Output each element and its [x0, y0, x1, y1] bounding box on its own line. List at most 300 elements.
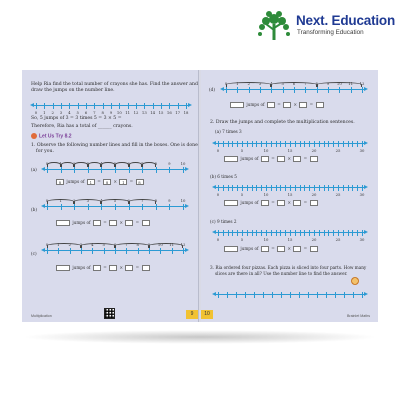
number-line-tick [343, 185, 344, 191]
answer-box[interactable] [293, 156, 301, 162]
number-line-tick [362, 141, 363, 147]
number-line-label: 9 [168, 198, 171, 203]
number-line-label: 2 [51, 110, 54, 115]
number-line-tick [247, 185, 248, 191]
answer-box[interactable]: 1 [87, 179, 95, 185]
answer-box[interactable] [142, 220, 150, 226]
number-line-label: 2 [72, 198, 76, 203]
number-line-tick [186, 103, 187, 109]
jump-arc [115, 243, 149, 248]
question-3-line-2: slices are there in all? Use the number line to find the answer. [215, 271, 348, 276]
number-line-tick [271, 141, 272, 147]
jump-arc [115, 162, 129, 167]
number-line-tick [61, 167, 62, 173]
number-line-tick [348, 141, 349, 147]
number-line-tick [228, 141, 229, 147]
number-line-3 [215, 289, 365, 299]
number-line-d [223, 81, 365, 94]
number-line-tick [333, 141, 334, 147]
number-line-tick [285, 230, 286, 236]
number-line-label: 20 [311, 192, 317, 197]
number-line-2c [215, 227, 365, 242]
jump-arc [47, 162, 61, 167]
number-line-tick [353, 292, 354, 298]
answer-box[interactable] [56, 220, 70, 226]
number-line-tick [263, 292, 264, 298]
number-line-tick [237, 87, 238, 93]
jump-arc [61, 162, 75, 167]
part-2c-label: (c) 9 times 2 [210, 219, 237, 224]
part-2b-label: (b) 6 times 5 [210, 174, 237, 179]
number-line-tick [223, 230, 224, 236]
answer-box[interactable] [277, 200, 285, 206]
answer-box[interactable] [277, 156, 285, 162]
number-line-tick [169, 167, 170, 173]
answer-box[interactable] [93, 220, 101, 226]
number-line-label: 5 [113, 161, 117, 166]
number-line-label: 30 [359, 148, 365, 153]
number-line-label: 10 [336, 81, 342, 86]
jump-arc [129, 162, 143, 167]
answer-box[interactable] [277, 246, 285, 252]
number-line-tick [328, 230, 329, 236]
jump-arc [271, 82, 316, 87]
number-line-tick [304, 141, 305, 147]
jump-arc [142, 162, 156, 167]
number-line-tick [295, 141, 296, 147]
number-line-tick [61, 204, 62, 210]
number-line-tick [115, 167, 116, 173]
part-a-label: (a) [31, 167, 37, 172]
number-line-tick [343, 230, 344, 236]
arrow-right-icon [364, 87, 368, 91]
question-3-line-1: 3. Ria ordered four pizzas. Each pizza is sliced into four parts. How many [210, 265, 367, 270]
number-line-tick [161, 103, 162, 109]
so-line: So, 5 jumps of 3 = 3 times 5 = 3 × 5 = [31, 116, 122, 121]
number-line-tick [252, 141, 253, 147]
arrow-right-icon [188, 103, 192, 107]
answer-box[interactable]: 8 [56, 179, 64, 185]
number-line-tick [232, 230, 233, 236]
answer-box[interactable] [283, 102, 291, 108]
jump-arc [47, 199, 74, 204]
number-line-tick [227, 292, 228, 298]
qr-code-icon [104, 308, 115, 319]
number-line-tick [328, 185, 329, 191]
number-line-tick [252, 230, 253, 236]
sentence-2b: jumps of = × = [223, 200, 319, 206]
number-line-label: 12 [133, 110, 139, 115]
jump-arc [317, 82, 362, 87]
number-line-tick [58, 248, 59, 254]
number-line-tick [78, 103, 79, 109]
number-line-tick [218, 292, 219, 298]
number-line-label: 25 [335, 237, 341, 242]
number-line-tick [115, 248, 116, 254]
answer-box[interactable] [224, 246, 238, 252]
sentence-c: jumps of = × = [55, 265, 151, 271]
brand-logo [256, 10, 396, 42]
answer-box[interactable] [261, 246, 269, 252]
open-workbook [22, 70, 378, 330]
number-line-tick [242, 141, 243, 147]
number-line-tick [309, 185, 310, 191]
question-1-line-2: for you. [36, 149, 54, 154]
number-line-label: 0 [216, 192, 220, 197]
number-line-tick [232, 141, 233, 147]
arrow-left-icon [212, 141, 216, 145]
number-line-tick [153, 103, 154, 109]
number-line-label: 10 [263, 192, 269, 197]
number-line-label: 10 [116, 110, 122, 115]
number-line-tick [319, 230, 320, 236]
number-line-tick [328, 87, 329, 93]
jump-arc [74, 162, 88, 167]
part-d-label: (d) [209, 87, 215, 92]
number-line-tick [178, 103, 179, 109]
number-line-tick [156, 204, 157, 210]
intro-line-2: draw the jumps on the number line. [31, 88, 115, 93]
arrow-left-icon [212, 185, 216, 189]
number-line-label: 5 [240, 148, 244, 153]
number-line-tick [280, 141, 281, 147]
number-line-tick [304, 230, 305, 236]
number-line-tick [228, 185, 229, 191]
answer-box[interactable] [261, 156, 269, 162]
number-line-label: 1 [59, 198, 62, 203]
jump-arc [226, 82, 271, 87]
number-line-b [44, 198, 186, 211]
answer-box[interactable] [109, 220, 117, 226]
number-line-label: 16 [166, 110, 172, 115]
number-line-label: 0 [45, 242, 49, 247]
number-line-tick [271, 185, 272, 191]
number-line-tick [86, 103, 87, 109]
number-line-label: 25 [335, 148, 341, 153]
answer-box[interactable] [224, 156, 238, 162]
number-line-tick [70, 248, 71, 254]
number-line-tick [237, 185, 238, 191]
number-line-a [44, 161, 186, 174]
number-line-label: 20 [311, 237, 317, 242]
answer-box[interactable] [230, 102, 244, 108]
number-line-label: 5 [76, 110, 79, 115]
number-line-tick [357, 230, 358, 236]
number-line-label: 0 [45, 198, 49, 203]
number-line-tick [261, 185, 262, 191]
number-line-tick [266, 141, 267, 147]
number-line-tick [242, 230, 243, 236]
number-line-label: 14 [150, 110, 156, 115]
arrow-right-icon [185, 248, 189, 252]
number-line-tick [314, 141, 315, 147]
number-line-tick [261, 230, 262, 236]
number-line-tick [280, 185, 281, 191]
number-line-label: 6 [113, 242, 117, 247]
number-line-tick [254, 292, 255, 298]
jump-arc [101, 199, 128, 204]
number-line-tick [256, 185, 257, 191]
number-line-label: 4 [68, 110, 71, 115]
number-line-tick [276, 185, 277, 191]
answer-box[interactable] [261, 200, 269, 206]
answer-box[interactable] [56, 265, 70, 271]
number-line-label: 3 [86, 198, 90, 203]
number-line-tick [317, 292, 318, 298]
number-line-label: 7 [125, 242, 128, 247]
number-line-tick [352, 230, 353, 236]
jump-arc [149, 243, 183, 248]
number-line-tick [228, 230, 229, 236]
number-line-label: 0 [216, 148, 220, 153]
number-line-tick [144, 103, 145, 109]
number-line-tick [223, 141, 224, 147]
number-line-tick [223, 185, 224, 191]
number-line-tick [300, 230, 301, 236]
number-line-tick [300, 185, 301, 191]
answer-box[interactable] [310, 200, 318, 206]
number-line-label: 7 [140, 161, 144, 166]
arrow-right-icon [364, 141, 368, 145]
number-line-tick [169, 204, 170, 210]
arrow-right-icon [185, 204, 189, 208]
number-line-label: 7 [93, 110, 96, 115]
number-line-tick [276, 141, 277, 147]
number-line-tick [319, 141, 320, 147]
therefore-line: Therefore, Ria has a total of ______ crayons. [31, 124, 133, 129]
part-c-label: (c) [31, 251, 37, 256]
number-line-tick [183, 248, 184, 254]
number-line-label: 7 [304, 81, 307, 86]
number-line-tick [256, 141, 257, 147]
number-line-tick [295, 185, 296, 191]
number-line-tick [324, 141, 325, 147]
bullet-icon [31, 133, 37, 139]
jump-arc [101, 162, 115, 167]
number-line-tick [61, 103, 62, 109]
number-line-tick [309, 230, 310, 236]
number-line-label: 8 [315, 81, 318, 86]
brand-tagline: Transforming Education [297, 29, 364, 36]
number-line-tick [266, 185, 267, 191]
number-line-tick [237, 230, 238, 236]
number-line-label: 3 [59, 110, 63, 115]
number-line-label: 9 [147, 242, 151, 247]
jump-arc [88, 162, 102, 167]
number-line-tick [183, 167, 184, 173]
number-line-label: 0 [224, 81, 228, 86]
number-line-label: 8 [154, 161, 158, 166]
number-line-tick [357, 141, 358, 147]
number-line-tick [348, 230, 349, 236]
number-line-label: 13 [141, 110, 147, 115]
number-line-label: 2 [247, 81, 250, 86]
brand-name: Next. Education [296, 13, 396, 28]
answer-box[interactable] [293, 246, 301, 252]
number-line-label: 4 [91, 242, 94, 247]
number-line-label: 12 [359, 81, 365, 86]
number-line-tick [247, 230, 248, 236]
number-line-label: 0 [216, 237, 220, 242]
footer-title-left: Multiplication [31, 314, 52, 318]
number-line-label: 15 [158, 110, 164, 115]
number-line-label: 18 [183, 110, 189, 115]
number-line-tick [69, 103, 70, 109]
number-line-tick [351, 87, 352, 93]
number-line-label: 2 [72, 161, 76, 166]
answer-box[interactable]: 8 [136, 179, 144, 185]
number-line-label: 10 [157, 242, 163, 247]
number-line-label: 4 [100, 161, 103, 166]
number-line-tick [247, 141, 248, 147]
number-line-tick [317, 87, 318, 93]
sentence-2c: jumps of = × = [223, 246, 319, 252]
page-number-right: 10 [201, 310, 213, 319]
number-line-label: 5 [113, 198, 117, 203]
number-line-tick [232, 185, 233, 191]
number-line-tick [81, 248, 82, 254]
number-line-label: 8 [136, 242, 139, 247]
number-line-tick [295, 230, 296, 236]
number-line-tick [256, 230, 257, 236]
number-line-tick [101, 204, 102, 210]
number-line-tick [339, 87, 340, 93]
number-line-tick [104, 248, 105, 254]
number-line-tick [226, 87, 227, 93]
number-line-tick [129, 204, 130, 210]
number-line-label: 15 [287, 192, 293, 197]
number-line-tick [74, 167, 75, 173]
number-line-tick [338, 141, 339, 147]
number-line-label: 10 [180, 198, 186, 203]
number-line-tick [333, 230, 334, 236]
number-line-label: 3 [79, 242, 83, 247]
answer-box[interactable] [267, 102, 275, 108]
number-line-tick [138, 248, 139, 254]
answer-box[interactable] [142, 265, 150, 271]
footer-title-right: Brainlet Maths [347, 314, 370, 318]
number-line-tick [299, 292, 300, 298]
number-line-label: 6 [292, 81, 296, 86]
arrow-left-icon [212, 230, 216, 234]
number-line-tick [335, 292, 336, 298]
number-line-tick [266, 230, 267, 236]
number-line-tick [218, 141, 219, 147]
number-line-label: 5 [240, 192, 244, 197]
number-line-label: 11 [348, 81, 354, 86]
number-line-tick [338, 185, 339, 191]
number-line-label: 7 [140, 198, 144, 203]
number-line-tick [272, 292, 273, 298]
number-line-tick [300, 141, 301, 147]
number-line-tick [218, 185, 219, 191]
number-line-tick [245, 292, 246, 298]
answer-box[interactable] [310, 156, 318, 162]
number-line-label: 15 [287, 148, 293, 153]
number-line-tick [290, 185, 291, 191]
sentence-2a: jumps of = × = [223, 156, 319, 162]
number-line-label: 15 [287, 237, 293, 242]
number-line-tick [88, 167, 89, 173]
number-line-label: 9 [168, 161, 171, 166]
number-line-tick [111, 103, 112, 109]
number-line-tick [261, 141, 262, 147]
arrow-right-icon [364, 292, 368, 296]
number-line-tick [169, 103, 170, 109]
number-line-2a [215, 138, 365, 153]
answer-box[interactable] [125, 220, 133, 226]
number-line-tick [290, 230, 291, 236]
number-line-tick [119, 103, 120, 109]
number-line-label: 6 [127, 198, 130, 203]
question-2: 2. Draw the jumps and complete the multiplication sentences. [210, 120, 355, 125]
number-line-label: 2 [68, 242, 71, 247]
number-line-tick [236, 292, 237, 298]
number-line-tick [47, 167, 48, 173]
number-line-label: 8 [101, 110, 104, 115]
tree-icon [256, 10, 292, 42]
number-line-label: 1 [59, 161, 62, 166]
answer-box[interactable] [316, 102, 324, 108]
number-line-tick [252, 185, 253, 191]
answer-box[interactable] [93, 265, 101, 271]
answer-box[interactable] [125, 265, 133, 271]
pizza-icon [351, 277, 359, 285]
number-line-tick [319, 185, 320, 191]
number-line-tick [128, 103, 129, 109]
part-b-label: (b) [31, 207, 37, 212]
number-line-tick [362, 87, 363, 93]
number-line-tick [305, 87, 306, 93]
number-line-tick [362, 230, 363, 236]
number-line-tick [115, 204, 116, 210]
intro-line-1: Help Ria find the total number of crayons she has. Find the answer and [31, 82, 198, 87]
number-line-tick [344, 292, 345, 298]
number-line-tick [276, 230, 277, 236]
number-line-label: 9 [326, 81, 330, 86]
number-line-tick [260, 87, 261, 93]
question-1-line-1: 1. Observe the following number lines and fill in the boxes. One is done [31, 143, 198, 148]
number-line-tick [242, 185, 243, 191]
number-line-label: 1 [236, 81, 239, 86]
answer-box[interactable]: 1 [119, 179, 127, 185]
number-line-tick [237, 141, 238, 147]
number-line-tick [156, 167, 157, 173]
number-line-tick [338, 230, 339, 236]
number-line-tick [333, 185, 334, 191]
number-line-tick [290, 292, 291, 298]
sentence-b: jumps of = × = [55, 220, 151, 226]
number-line-label: 3 [86, 161, 90, 166]
arrow-left-icon [41, 204, 45, 208]
number-line-tick [348, 185, 349, 191]
arrow-left-icon [212, 292, 216, 296]
answer-box[interactable] [310, 246, 318, 252]
answer-box[interactable] [224, 200, 238, 206]
answer-box[interactable] [293, 200, 301, 206]
jump-arc [74, 199, 101, 204]
number-line-label: 4 [100, 198, 103, 203]
number-line-label: 10 [263, 148, 269, 153]
answer-box[interactable] [299, 102, 307, 108]
answer-box[interactable]: 8 [103, 179, 111, 185]
answer-box[interactable] [109, 265, 117, 271]
number-line-tick [314, 230, 315, 236]
number-line-tick [94, 103, 95, 109]
number-line-tick [294, 87, 295, 93]
number-line-tick [74, 204, 75, 210]
number-line-tick [160, 248, 161, 254]
